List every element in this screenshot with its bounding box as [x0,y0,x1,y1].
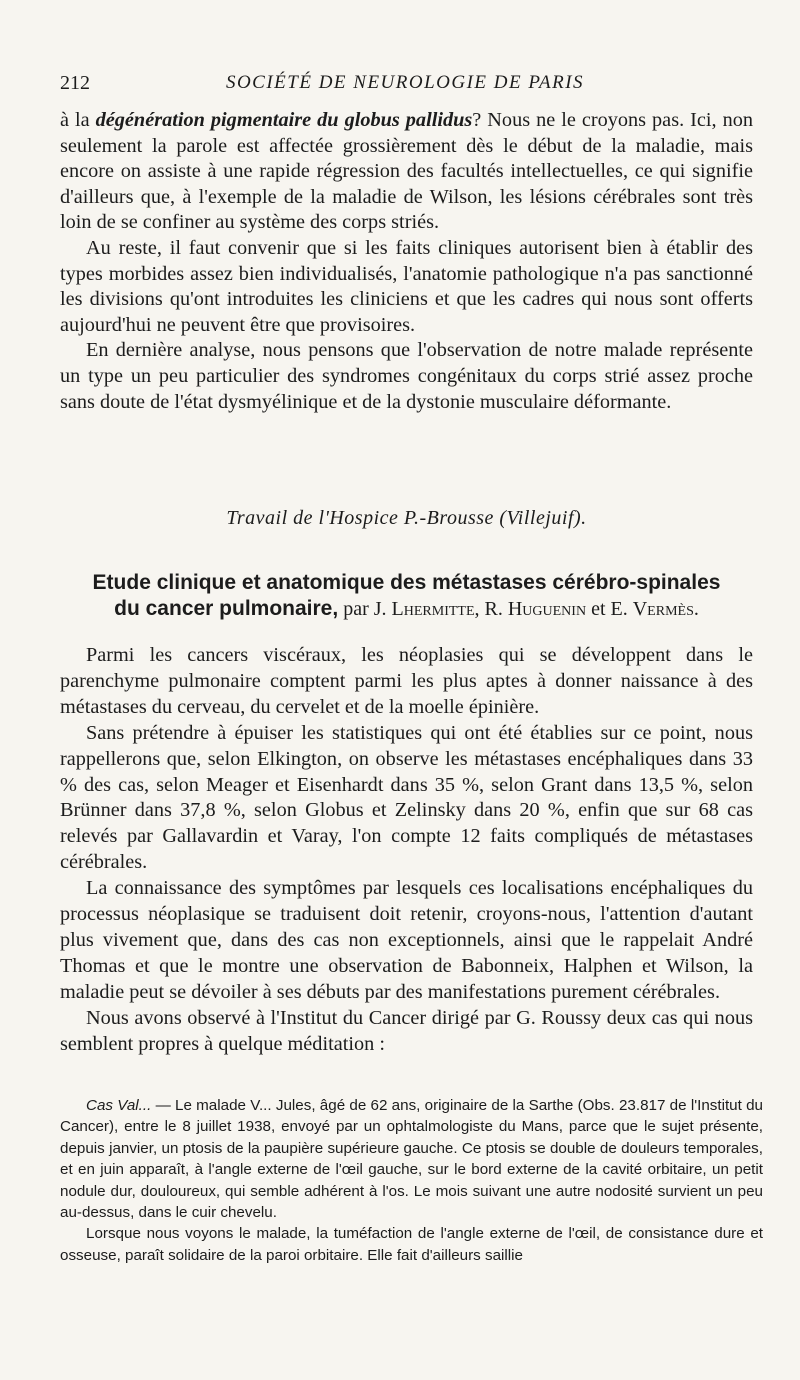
page-header [60,72,750,102]
title-text: du cancer pulmonaire, [114,597,339,620]
text-run: à la [60,109,96,131]
article-title [60,570,753,622]
authors-end: . [693,598,699,620]
paragraph: Lorsque nous voyons le malade, la tuméfaction de l'angle externe de l'œil, de consistance dure et osseuse, paraît solidaire de la paroi orbitaire. Elle fait d'ailleurs saillie [60,1225,763,1264]
text-run: ? Nous ne le croyons pas. Ici, non seulement la parole est affectée grossièrement dès le début de la maladie, mais encore on assiste à une rapide régression des facultés intellectuelles, ce qui signifie d'ailleurs que, à l'exemple de la maladie de Wilson, les lésions cérébrales sont très loin de se confiner au système des corps striés. [60,109,754,234]
signature-line: Travail de l'Hospice P.-Brousse (Villejuif). [226,507,587,529]
title-line: Etude clinique et anatomique des métastases cérébro-spinales [92,571,721,594]
author-name: Huguenin [507,598,587,620]
article-body [60,643,753,1058]
author-name: Vermès [632,598,694,620]
author-name: Lhermitte [391,598,475,620]
paragraph [60,108,753,236]
authors-sep: et E. [586,598,633,620]
text-run: — Le malade V... Jules, âgé de 62 ans, originaire de la Sarthe (Obs. 23.817 de l'Institut du Cancer), entre le 8 juillet 1938, envoyé par un ophtalmologiste du Mans, parce que le sujet présente, depuis janvier, un ptosis de la paupière supérieure gauche. Ce ptosis se double de douleurs temporales, et en juin apparaît, à l'angle externe de l'œil gauche, sur le bord externe de la cavité orbitaire, un petit nodule dur, douloureux, qui semble adhérent à l'os. Le mois suivant une autre nodosité survient un peu au-dessus, dans le cuir chevelu. [60,1097,763,1222]
paragraph: En dernière analyse, nous pensons que l'observation de notre malade représente un type un peu particulier des syndromes congénitaux du corps strié assez proche sans doute de l'état dysmyélinique et de la dystonie musculaire déformante. [60,339,753,413]
authors [338,598,699,620]
continuation-text [60,108,753,415]
paragraph [60,1095,763,1223]
title-line [60,596,753,622]
authors-prefix: par J. [338,598,392,620]
paragraph: Parmi les cancers viscéraux, les néoplasies qui se développent dans le parenchyme pulmonaire comptent parmi les plus aptes à donner naissance à des métastases du cerveau, du cervelet et de la moelle épinière. [60,644,753,718]
page-number: 212 [60,72,90,94]
running-title: SOCIÉTÉ DE NEUROLOGIE DE PARIS [225,72,585,93]
case-report [60,1095,763,1266]
authors-sep: , R. [474,598,508,620]
paragraph: La connaissance des symptômes par lesquels ces localisations encéphaliques du processus néoplasique se traduisent doit retenir, croyons-nous, l'attention d'autant plus vivement que, dans des cas non exceptionnels, ainsi que le rappelait André Thomas et que le montre une observation de Babonneix, Halphen et Wilson, la maladie peut se dévoiler à ses débuts par des manifestations purement cérébrales. [60,877,753,1003]
paragraph: Sans prétendre à épuiser les statistiques qui ont été établies sur ce point, nous rappellerons que, selon Elkington, on observe les métastases encéphaliques dans 33 % des cas, selon Meager et Eisenhardt dans 35 %, selon Grant dans 13,5 %, selon Brünner dans 37,8 %, selon Globus et Zelinsky dans 20 %, enfin que sur 68 cas relevés par Gallavardin et Varay, l'on compte 12 faits compliqués de métastases cérébrales. [60,721,753,874]
paragraph: Nous avons observé à l'Institut du Cancer dirigé par G. Roussy deux cas qui nous semblent propres à quelque méditation : [60,1006,753,1055]
case-label: Cas Val... [86,1097,152,1114]
italic-term: dégénération pigmentaire du globus pallidus [95,109,473,131]
paragraph: Au reste, il faut convenir que si les faits cliniques autorisent bien à établir des types morbides assez bien individualisés, l'anatomie pathologique n'a pas sanctionné les divisions qu'ont introduites les cliniciens et que les cadres qui nous sont offerts aujourd'hui ne peuvent être que provisoires. [60,236,753,336]
